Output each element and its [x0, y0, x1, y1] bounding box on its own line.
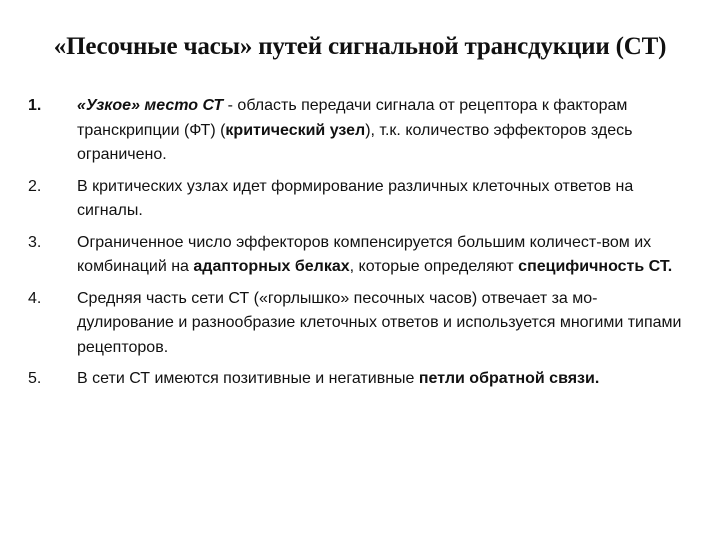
list-number-3: 3. — [28, 233, 42, 251]
item-3-text-b: , которые определяют — [349, 258, 519, 275]
item-1-text-b: ), т.к. количество эффекторов здесь ограничено. — [77, 121, 633, 163]
slide-title: «Песочные часы» путей сигнальной трансдукции (СТ) — [53, 33, 667, 60]
item-4-text: Средняя часть сети СТ («горлышко» песочных часов) отвечает за мо-дулирование и разнообразие клеточных ответов и используется многими типами рецепторов. — [77, 289, 682, 356]
term-critical-node: критический узел — [225, 121, 366, 139]
list-number-2: 2. — [28, 177, 42, 195]
list-item-5 — [28, 367, 692, 392]
list-item-3 — [28, 231, 692, 280]
term-specificity: специфичность СТ. — [518, 258, 673, 275]
list-number-5: 5. — [28, 370, 42, 387]
term-adaptor-proteins: адапторных белках — [193, 258, 350, 275]
term-feedback-loops: петли обратной связи. — [418, 370, 600, 387]
numbered-list — [28, 94, 692, 399]
list-number-4: 4. — [28, 289, 42, 307]
list-item-2 — [28, 175, 692, 224]
item-1-text-a: - область передачи сигнала от рецептора к факторам транскрипции (ФТ) ( — [77, 97, 628, 139]
item-3-text-a: Ограниченное число эффекторов компенсируется большим количест-вом их комбинаций на — [77, 233, 652, 275]
term-narrow-place: «Узкое» место СТ — [77, 97, 224, 114]
item-2-text: В критических узлах идет формирование различных клеточных ответов на сигналы. — [77, 177, 634, 219]
list-item-4 — [28, 287, 692, 361]
item-5-text: В сети СТ имеются позитивные и негативные — [77, 370, 419, 387]
list-item-1 — [28, 94, 692, 168]
list-number-1: 1. — [28, 97, 42, 114]
